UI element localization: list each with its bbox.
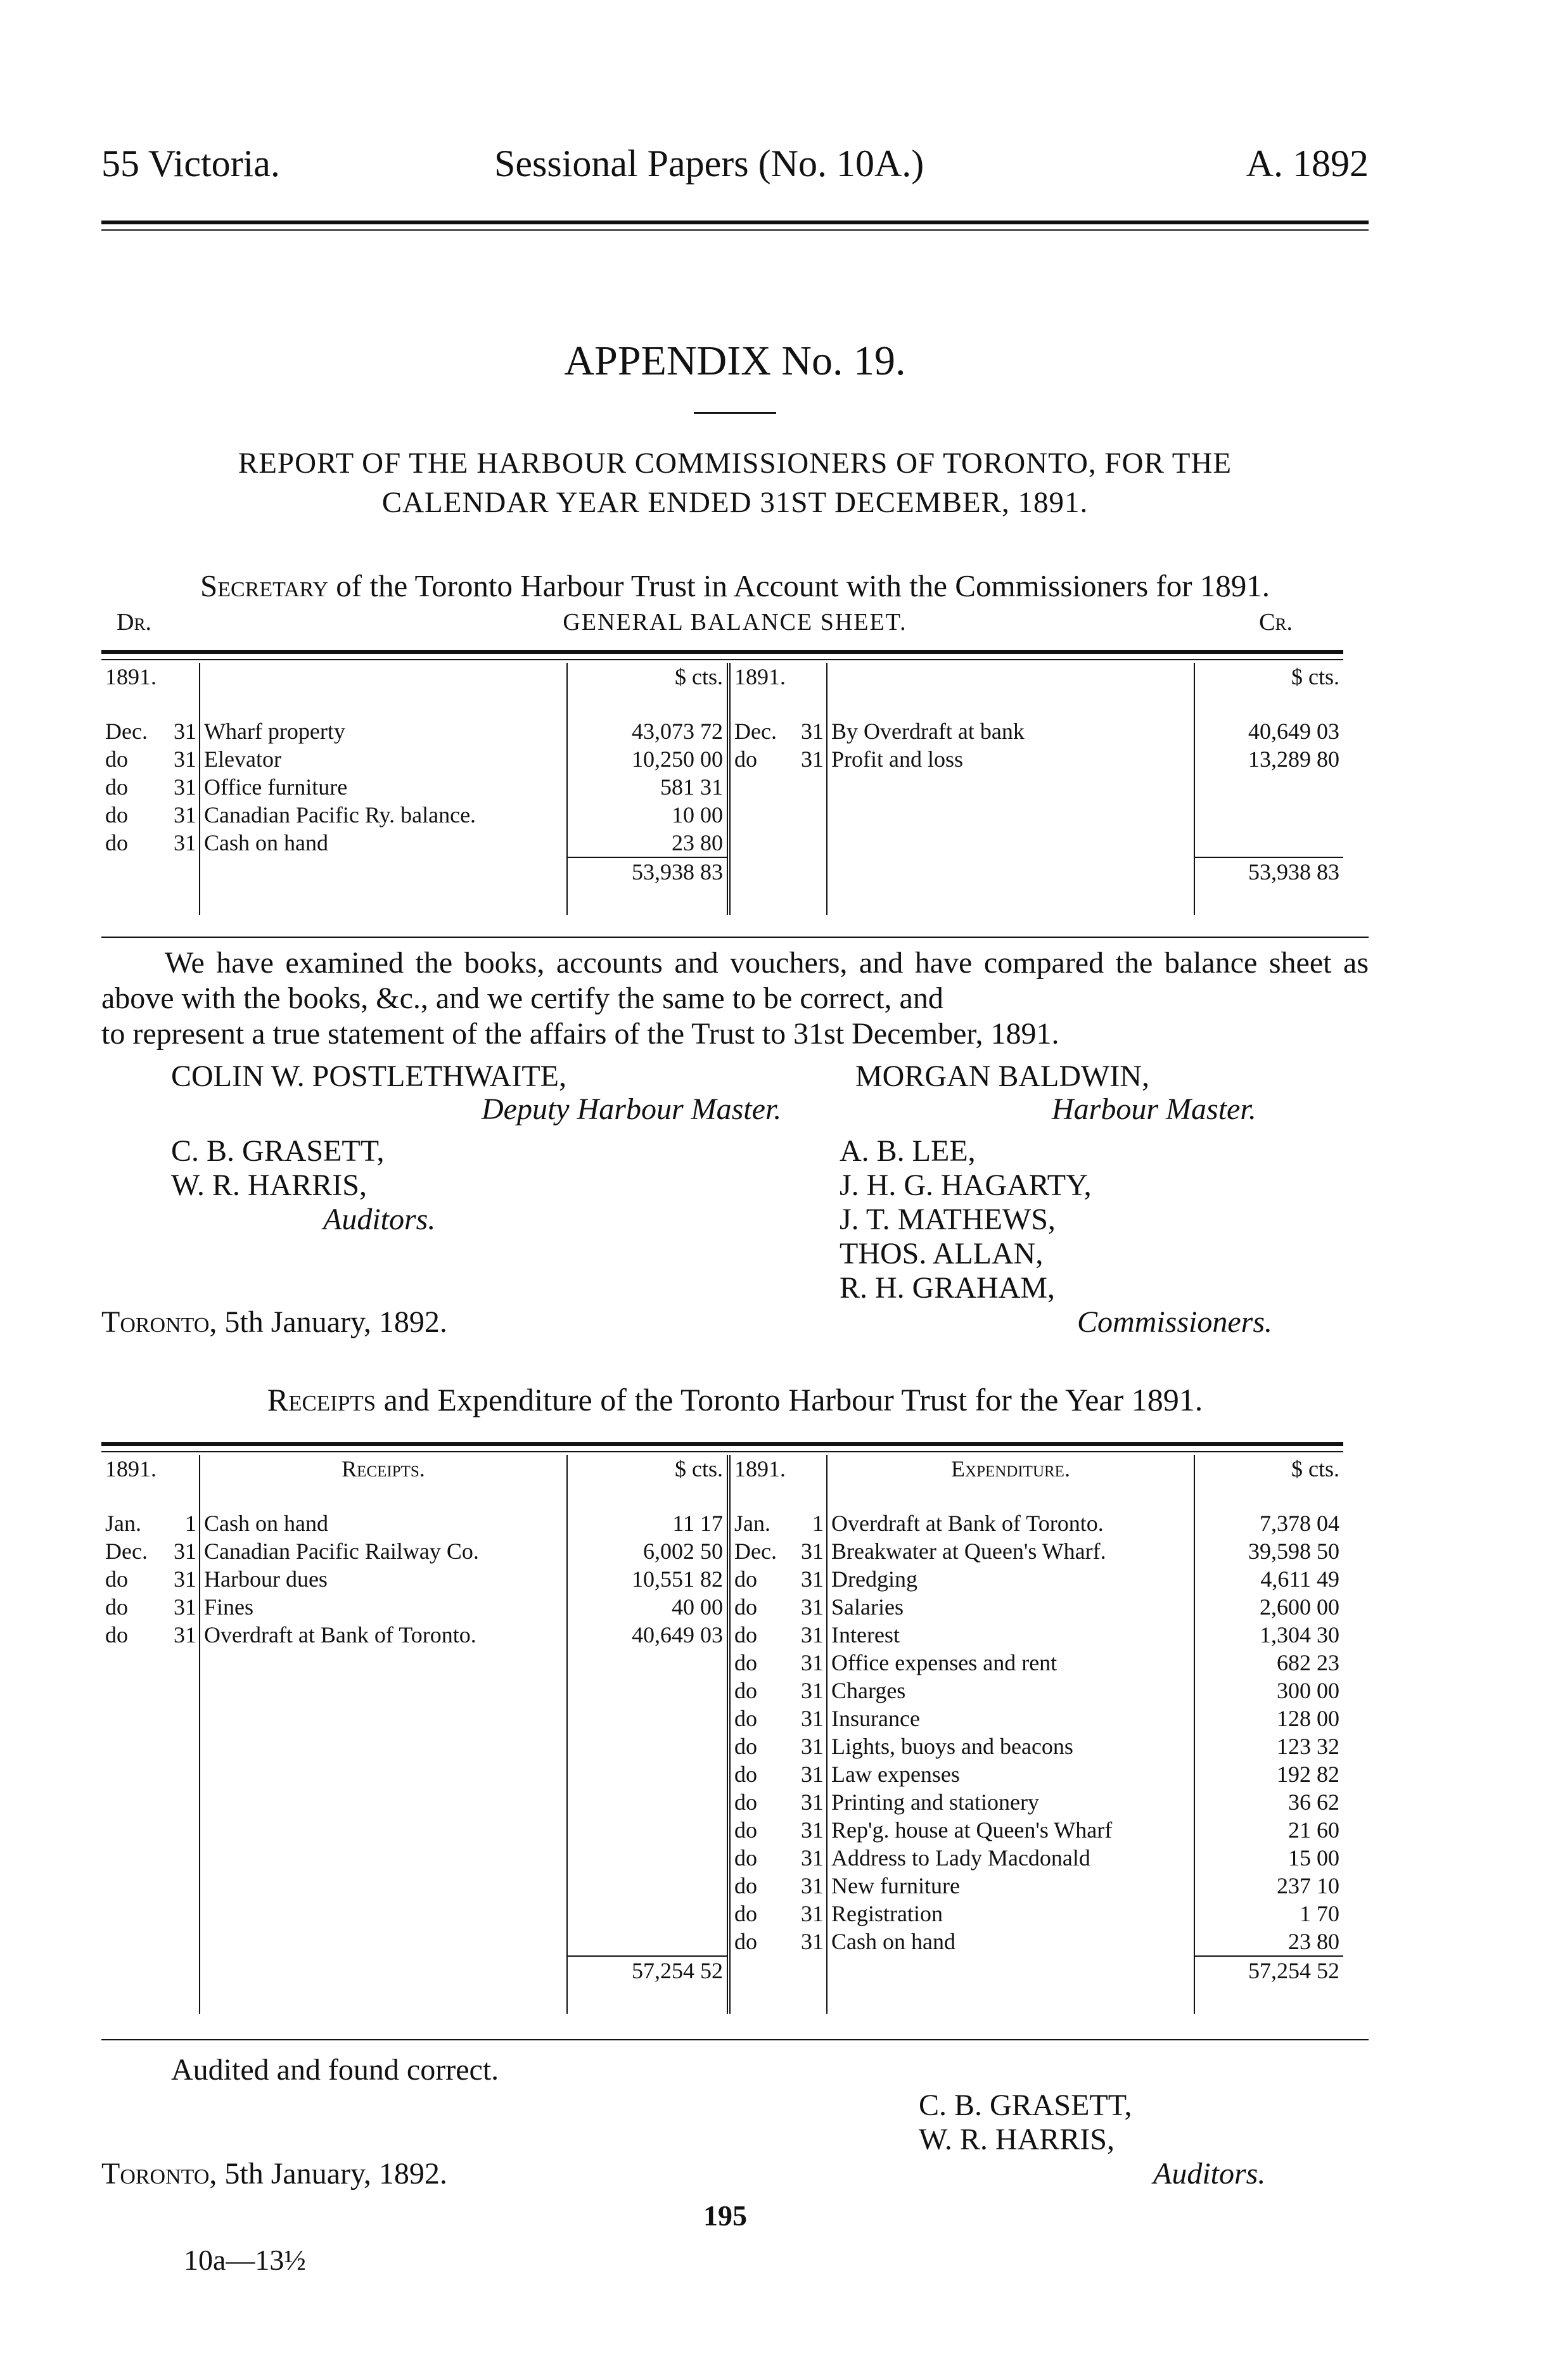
receipts-left-month: do [105, 1594, 128, 1620]
receipts-right-day: 31 [801, 1845, 824, 1871]
receipts-row [101, 1649, 1343, 1677]
receipts-right-item: Salaries [827, 1593, 1194, 1621]
receipts-rule-bottom [101, 1451, 1343, 1452]
place-date [101, 1305, 447, 1340]
balance-left-amount: 43,073 72 [567, 717, 729, 745]
balance-row [101, 773, 1343, 801]
balance-left-month: do [105, 830, 128, 855]
receipts-left-day: 31 [174, 1594, 196, 1620]
certification-rule [101, 937, 1369, 938]
receipts-right-amount: 4,611 49 [1194, 1565, 1343, 1593]
balance-left-day: 31 [174, 719, 196, 744]
balance-row [101, 745, 1343, 773]
receipts-title-rest: and Expenditure of the Toronto Harbour Trust for the Year 1891. [376, 1382, 1203, 1417]
receipts-right-month: Jan. [729, 1509, 789, 1537]
receipts-right-day: 1 [812, 1511, 824, 1536]
receipts-row [101, 1844, 1343, 1872]
receipts-left-month: do [105, 1566, 128, 1592]
receipts-left-month: Dec. [105, 1539, 148, 1564]
commissioner-name-1: A. B. LEE, [840, 1134, 976, 1168]
receipts-right-month: do [729, 1788, 789, 1816]
certification-text: We have examined the books, accounts and vouchers, and have compared the balance sheet as above with the books, &c., and we certify the same to be correct, and [101, 946, 1369, 1015]
balance-left-month: do [105, 802, 128, 828]
secretary-lead: Secretary [200, 568, 329, 603]
place-lead: Toronto [101, 1305, 210, 1339]
balance-left-day: 31 [174, 746, 196, 772]
header-rule-top [101, 221, 1369, 224]
secretary-account-line [101, 568, 1369, 604]
balance-left-item: Cash on hand [200, 829, 567, 857]
report-title-line-2: CALENDAR YEAR ENDED 31ST DECEMBER, 1891. [381, 486, 1089, 519]
receipts-right-day: 31 [801, 1873, 824, 1898]
receipts-right-amount: 128 00 [1194, 1705, 1343, 1732]
receipts-left-month: do [105, 1622, 128, 1647]
receipts-left-amount: 40 00 [567, 1593, 729, 1621]
receipts-right-day: 31 [801, 1678, 824, 1703]
balance-total-left: 53,938 83 [567, 857, 729, 915]
receipts-total-right: 57,254 52 [1194, 1956, 1343, 2014]
receipts-total-left: 57,254 52 [567, 1956, 729, 2014]
bottom-auditor-2: W. R. HARRIS, [919, 2123, 1115, 2156]
auditor-name-2: W. R. HARRIS, [171, 1168, 367, 1202]
receipts-row [101, 1760, 1343, 1788]
receipts-row [101, 1732, 1343, 1760]
receipts-currency-right: $ cts. [1194, 1455, 1343, 1509]
balance-right-item: Profit and loss [827, 745, 1194, 773]
balance-left-amount: 581 31 [567, 773, 729, 801]
receipts-right-item: Breakwater at Queen's Wharf. [827, 1537, 1194, 1565]
deputy-harbour-master-title: Deputy Harbour Master. [482, 1092, 782, 1126]
balance-sheet-title: GENERAL BALANCE SHEET. [563, 609, 907, 636]
receipts-right-day: 31 [801, 1622, 824, 1647]
header-rule-bottom [101, 229, 1369, 231]
receipts-right-day: 31 [801, 1650, 824, 1675]
balance-total-right: 53,938 83 [1194, 857, 1343, 915]
balance-left-day: 31 [174, 774, 196, 800]
receipts-right-day: 31 [801, 1706, 824, 1731]
receipts-right-item: Overdraft at Bank of Toronto. [827, 1509, 1194, 1537]
receipts-right-item: Dredging [827, 1565, 1194, 1593]
balance-left-item: Elevator [200, 745, 567, 773]
receipts-right-day: 31 [801, 1734, 824, 1759]
balance-right-item: By Overdraft at bank [827, 717, 1194, 745]
balance-header-row [101, 663, 1343, 717]
place-rest: , 5th January, 1892. [209, 1305, 447, 1339]
receipts-right-amount: 23 80 [1194, 1928, 1343, 1956]
receipts-row [101, 1788, 1343, 1816]
receipts-right-month: do [729, 1705, 789, 1732]
balance-year-right: 1891. [729, 663, 827, 717]
receipts-right-month: do [729, 1872, 789, 1900]
receipts-left-day: 31 [174, 1539, 196, 1564]
balance-left-day: 31 [174, 802, 196, 828]
appendix-title: APPENDIX No. 19. [564, 338, 906, 384]
receipts-right-month: do [729, 1844, 789, 1872]
receipts-right-day: 31 [801, 1929, 824, 1954]
header-year: A. 1892 [1246, 143, 1369, 184]
receipts-left-day: 31 [174, 1566, 196, 1592]
running-header [101, 142, 1369, 186]
dr-label: Dr. [117, 609, 151, 636]
receipts-right-day: 31 [801, 1762, 824, 1787]
harbour-master-title: Harbour Master. [1052, 1092, 1256, 1126]
commissioners-title: Commissioners. [1077, 1305, 1273, 1339]
balance-left-amount: 23 80 [567, 829, 729, 857]
certification-paragraph [101, 945, 1369, 1052]
title-divider [694, 412, 776, 414]
balance-row [101, 717, 1343, 745]
receipts-left-amount: 11 17 [567, 1509, 729, 1537]
balance-row [101, 829, 1343, 857]
receipts-row [101, 1928, 1343, 1956]
bottom-place-lead: Toronto [101, 2157, 210, 2191]
receipts-right-day: 31 [801, 1789, 824, 1815]
balance-right-amount: 13,289 80 [1194, 745, 1343, 773]
header-sessional-papers: Sessional Papers (No. 10A.) [494, 143, 924, 184]
receipts-total-row [101, 1956, 1343, 2014]
receipts-row [101, 1593, 1343, 1621]
header-session: 55 Victoria. [101, 143, 280, 184]
receipts-left-item: Overdraft at Bank of Toronto. [200, 1621, 567, 1649]
balance-right-amount: 40,649 03 [1194, 717, 1343, 745]
receipts-right-month: do [729, 1593, 789, 1621]
receipts-right-amount: 15 00 [1194, 1844, 1343, 1872]
bottom-auditors-title: Auditors. [1153, 2157, 1266, 2191]
auditor-name-1: C. B. GRASETT, [171, 1134, 385, 1168]
receipts-right-item: Interest [827, 1621, 1194, 1649]
receipts-left-item: Cash on hand [200, 1509, 567, 1537]
balance-left-item: Canadian Pacific Ry. balance. [200, 801, 567, 829]
balance-right-month: Dec. [729, 717, 789, 745]
bottom-place-rest: , 5th January, 1892. [209, 2157, 447, 2191]
balance-left-amount: 10,250 00 [567, 745, 729, 773]
receipts-right-month: do [729, 1816, 789, 1844]
receipts-currency-left: $ cts. [567, 1455, 729, 1509]
document-page [101, 0, 1369, 2380]
auditors-title: Auditors. [323, 1203, 436, 1236]
deputy-harbour-master-name: COLIN W. POSTLETHWAITE, [171, 1059, 566, 1093]
receipts-right-amount: 300 00 [1194, 1677, 1343, 1705]
receipts-right-day: 31 [801, 1539, 824, 1564]
balance-left-amount: 10 00 [567, 801, 729, 829]
balance-left-item: Wharf property [200, 717, 567, 745]
footer-code: 10a—13½ [184, 2244, 306, 2276]
receipts-right-day: 31 [801, 1566, 824, 1592]
expenditure-column-head: Expenditure. [827, 1455, 1194, 1509]
receipts-right-amount: 21 60 [1194, 1816, 1343, 1844]
receipts-right-month: do [729, 1565, 789, 1593]
receipts-left-item: Canadian Pacific Railway Co. [200, 1537, 567, 1565]
receipts-expenditure-table [101, 1455, 1343, 2014]
receipts-right-amount: 682 23 [1194, 1649, 1343, 1677]
receipts-row [101, 1705, 1343, 1732]
receipts-year-left: 1891. [105, 1456, 157, 1481]
receipts-right-item: Insurance [827, 1705, 1194, 1732]
receipts-right-month: do [729, 1621, 789, 1649]
receipts-right-item: Rep'g. house at Queen's Wharf [827, 1816, 1194, 1844]
balance-right-month: do [729, 745, 789, 773]
commissioner-name-2: J. H. G. HAGARTY, [840, 1168, 1092, 1202]
receipts-left-amount: 40,649 03 [567, 1621, 729, 1649]
receipts-row [101, 1900, 1343, 1928]
receipts-right-amount: 192 82 [1194, 1760, 1343, 1788]
receipts-right-amount: 7,378 04 [1194, 1509, 1343, 1537]
commissioner-name-5: R. H. GRAHAM, [840, 1271, 1056, 1305]
receipts-header-row [101, 1455, 1343, 1509]
balance-left-month: do [105, 746, 128, 772]
certification-text-last: to represent a true statement of the affairs of the Trust to 31st December, 1891. [101, 1017, 1059, 1051]
receipts-right-item: Printing and stationery [827, 1788, 1194, 1816]
receipts-right-amount: 1 70 [1194, 1900, 1343, 1928]
receipts-left-month: Jan. [105, 1511, 141, 1536]
receipts-right-month: do [729, 1732, 789, 1760]
receipts-right-amount: 1,304 30 [1194, 1621, 1343, 1649]
receipts-right-amount: 123 32 [1194, 1732, 1343, 1760]
receipts-left-item: Harbour dues [200, 1565, 567, 1593]
secretary-rest: of the Toronto Harbour Trust in Account with the Commissioners for 1891. [328, 568, 1270, 603]
receipts-rule-top [101, 1442, 1343, 1446]
harbour-master-name: MORGAN BALDWIN, [855, 1059, 1149, 1093]
report-title [101, 444, 1369, 522]
balance-left-item: Office furniture [200, 773, 567, 801]
balance-sheet-caption [101, 608, 1369, 640]
receipts-left-item: Fines [200, 1593, 567, 1621]
receipts-left-amount: 6,002 50 [567, 1537, 729, 1565]
receipts-right-item: Office expenses and rent [827, 1649, 1194, 1677]
balance-left-month: Dec. [105, 719, 148, 744]
balance-right-day: 31 [801, 719, 824, 744]
receipts-right-item: Lights, buoys and beacons [827, 1732, 1194, 1760]
audit-rule [101, 2039, 1369, 2040]
receipts-right-item: Registration [827, 1900, 1194, 1928]
receipts-right-day: 31 [801, 1594, 824, 1620]
receipts-right-day: 31 [801, 1901, 824, 1926]
receipts-row [101, 1509, 1343, 1537]
receipts-right-month: do [729, 1677, 789, 1705]
report-title-line-1: REPORT OF THE HARBOUR COMMISSIONERS OF TORONTO, FOR THE [238, 447, 1232, 480]
page-number: 195 [703, 2199, 747, 2232]
receipts-row [101, 1677, 1343, 1705]
receipts-year-right: 1891. [729, 1455, 827, 1509]
receipts-row [101, 1537, 1343, 1565]
receipts-right-item: Charges [827, 1677, 1194, 1705]
balance-year-left: 1891. [105, 664, 157, 689]
receipts-right-item: New furniture [827, 1872, 1194, 1900]
receipts-right-day: 31 [801, 1817, 824, 1843]
receipts-row [101, 1565, 1343, 1593]
commissioner-name-4: THOS. ALLAN, [840, 1237, 1044, 1270]
receipts-right-amount: 2,600 00 [1194, 1593, 1343, 1621]
balance-row [101, 801, 1343, 829]
receipts-left-day: 31 [174, 1622, 196, 1647]
bottom-auditor-1: C. B. GRASETT, [919, 2089, 1132, 2122]
commissioner-name-3: J. T. MATHEWS, [840, 1203, 1056, 1236]
cr-label: Cr. [1259, 609, 1293, 636]
receipts-column-head: Receipts. [200, 1455, 567, 1509]
receipts-right-item: Law expenses [827, 1760, 1194, 1788]
balance-currency-right: $ cts. [1194, 663, 1343, 717]
receipts-row [101, 1816, 1343, 1844]
receipts-right-month: Dec. [729, 1537, 789, 1565]
balance-currency-left: $ cts. [567, 663, 729, 717]
receipts-right-amount: 237 10 [1194, 1872, 1343, 1900]
balance-left-month: do [105, 774, 128, 800]
receipts-right-item: Cash on hand [827, 1928, 1194, 1956]
receipts-left-amount: 10,551 82 [567, 1565, 729, 1593]
receipts-right-month: do [729, 1760, 789, 1788]
receipts-right-month: do [729, 1900, 789, 1928]
receipts-row [101, 1872, 1343, 1900]
receipts-right-item: Address to Lady Macdonald [827, 1844, 1194, 1872]
receipts-title-lead: Receipts [267, 1382, 376, 1417]
receipts-row [101, 1621, 1343, 1649]
receipts-left-day: 1 [185, 1511, 196, 1536]
receipts-right-amount: 39,598 50 [1194, 1537, 1343, 1565]
receipts-right-month: do [729, 1928, 789, 1956]
receipts-title [101, 1381, 1369, 1418]
balance-sheet-table [101, 663, 1343, 915]
receipts-right-amount: 36 62 [1194, 1788, 1343, 1816]
receipts-right-month: do [729, 1649, 789, 1677]
balance-right-day: 31 [801, 746, 824, 772]
balance-left-day: 31 [174, 830, 196, 855]
bottom-place-date [101, 2157, 447, 2191]
audited-note: Audited and found correct. [171, 2053, 499, 2087]
balance-total-row [101, 857, 1343, 915]
balance-rule-top [101, 650, 1343, 654]
balance-rule-bottom [101, 659, 1343, 660]
